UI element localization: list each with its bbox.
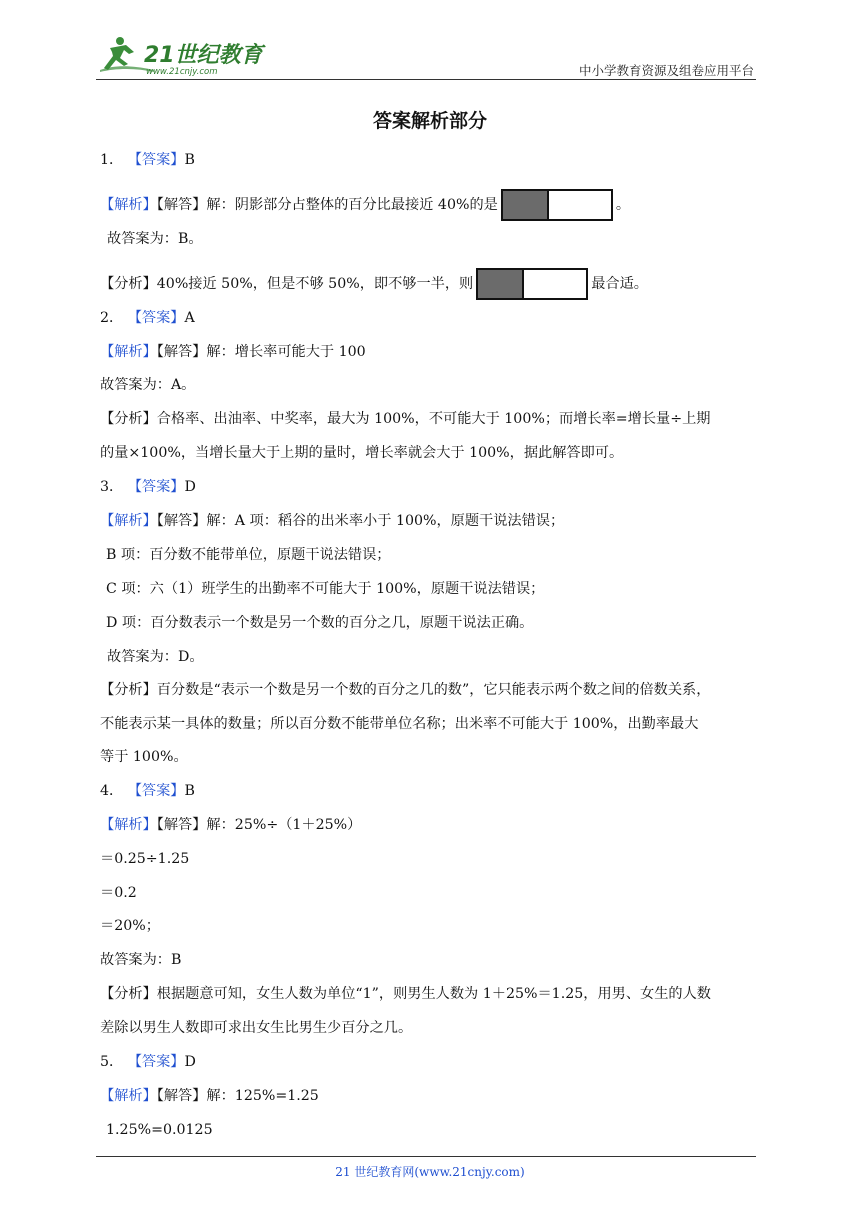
q2-conclusion: 故答案为：A。 (100, 377, 196, 393)
site-logo (96, 32, 266, 78)
q1-conclusion: 故答案为：B。 (107, 231, 203, 247)
q4-fenxi-line-1: 【分析】根据题意可知，女生人数为单位“1”，则男生人数为 1＋25%＝1.25，用男、女生的人数 (100, 986, 711, 1002)
q4-conclusion: 故答案为：B (100, 952, 182, 968)
header-divider (96, 79, 756, 80)
page-title: 答案解析部分 (372, 110, 487, 132)
footer-divider (96, 1156, 756, 1157)
logo-url: www.21cnjy.com (146, 67, 218, 77)
q5-answer-line: 5． 【答案】D (100, 1054, 196, 1070)
q4-step-2: ＝0.2 (100, 885, 137, 901)
q1-solution-line: 【解析】【解答】解：阴影部分占整体的百分比最接近 40%的是 。 (100, 189, 630, 221)
q3-item-d: D 项：百分数表示一个数是另一个数的百分之几，原题干说法正确。 (106, 615, 534, 631)
q3-fenxi-line-1: 【分析】百分数是“表示一个数是另一个数的百分之几的数”，它只能表示两个数之间的倍数关系， (100, 682, 711, 698)
shaded-bar-figure-2 (476, 268, 588, 300)
q4-step-1: ＝0.25÷1.25 (100, 851, 190, 867)
q3-fenxi-line-3: 等于 100%。 (100, 749, 188, 765)
q3-fenxi-line-2: 不能表示某一具体的数量；所以百分数不能带单位名称；出米率不可能大于 100%，出勤率最大 (100, 716, 699, 732)
logo-text: 21世纪教育 (144, 43, 263, 68)
q2-solution-line: 【解析】【解答】解：增长率可能大于 100 (100, 344, 366, 360)
footer-link[interactable]: 21 世纪教育网(www.21cnjy.com) (335, 1165, 525, 1179)
q2-fenxi-line-1: 【分析】合格率、出油率、中奖率，最大为 100%，不可能大于 100%；而增长率=增长量÷上期 (100, 411, 711, 427)
q3-answer-line: 3． 【答案】D (100, 479, 196, 495)
q3-solution-line: 【解析】【解答】解：A 项：稻谷的出米率小于 100%，原题干说法错误； (100, 513, 565, 529)
q2-answer-line: 2． 【答案】A (100, 310, 195, 326)
q4-step-3: ＝20%； (100, 918, 160, 934)
q5-step-1: 1.25%=0.0125 (106, 1122, 213, 1138)
q5-solution-line: 【解析】【解答】解：125%=1.25 (100, 1088, 319, 1104)
platform-name: 中小学教育资源及组卷应用平台 (578, 63, 754, 78)
q4-solution-line: 【解析】【解答】解：25%÷（1＋25%） (100, 817, 362, 833)
q2-fenxi-line-2: 的量×100%，当增长量大于上期的量时，增长率就会大于 100%，据此解答即可。 (100, 445, 624, 461)
q3-item-b: B 项：百分数不能带单位，原题干说法错误； (106, 547, 391, 563)
q3-conclusion: 故答案为：D。 (107, 649, 204, 665)
q4-answer-line: 4． 【答案】B (100, 783, 195, 799)
q4-fenxi-line-2: 差除以男生人数即可求出女生比男生少百分之几。 (100, 1020, 413, 1036)
q1-answer-line: 1． 【答案】B (100, 152, 195, 168)
shaded-bar-figure (501, 189, 613, 221)
q3-item-c: C 项：六（1）班学生的出勤率不可能大于 100%，原题干说法错误； (106, 581, 545, 597)
q1-fenxi-line: 【分析】40%接近 50%，但是不够 50%，即不够一半，则 最合适。 (100, 268, 648, 300)
